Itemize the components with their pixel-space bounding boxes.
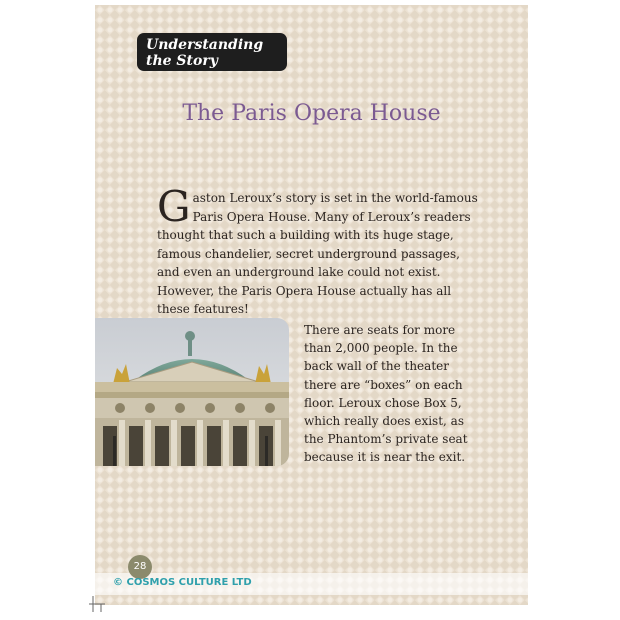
crop-mark-icon: [89, 596, 105, 612]
drop-cap: G: [157, 182, 191, 231]
page-title: The Paris Opera House: [182, 101, 441, 126]
section-label-line2: the Story: [146, 53, 218, 69]
section-label: [137, 33, 287, 71]
book-page: [95, 5, 528, 605]
opera-house-illustration: [95, 318, 289, 466]
section-label-line1: Understanding: [146, 37, 264, 53]
copyright-text: © COSMOS CULTURE LTD: [113, 577, 252, 588]
intro-text: aston Leroux’s story is set in the world-famous Paris Opera House. Many of Leroux’s readers thought that such a building with its huge stage, famous chandelier, secret underground passages, and even an underground lake could not exist. However, the Paris Opera House actually has all these features!: [157, 191, 478, 316]
opera-house-photo: [95, 318, 289, 466]
page-number: 28: [128, 555, 152, 579]
intro-paragraph: [157, 182, 479, 319]
side-paragraph: There are seats for more than 2,000 people. In the back wall of the theater there are “boxes” on each floor. Leroux chose Box 5, which really does exist, as the Phantom’s private seat because it is near the exit.: [304, 323, 468, 465]
